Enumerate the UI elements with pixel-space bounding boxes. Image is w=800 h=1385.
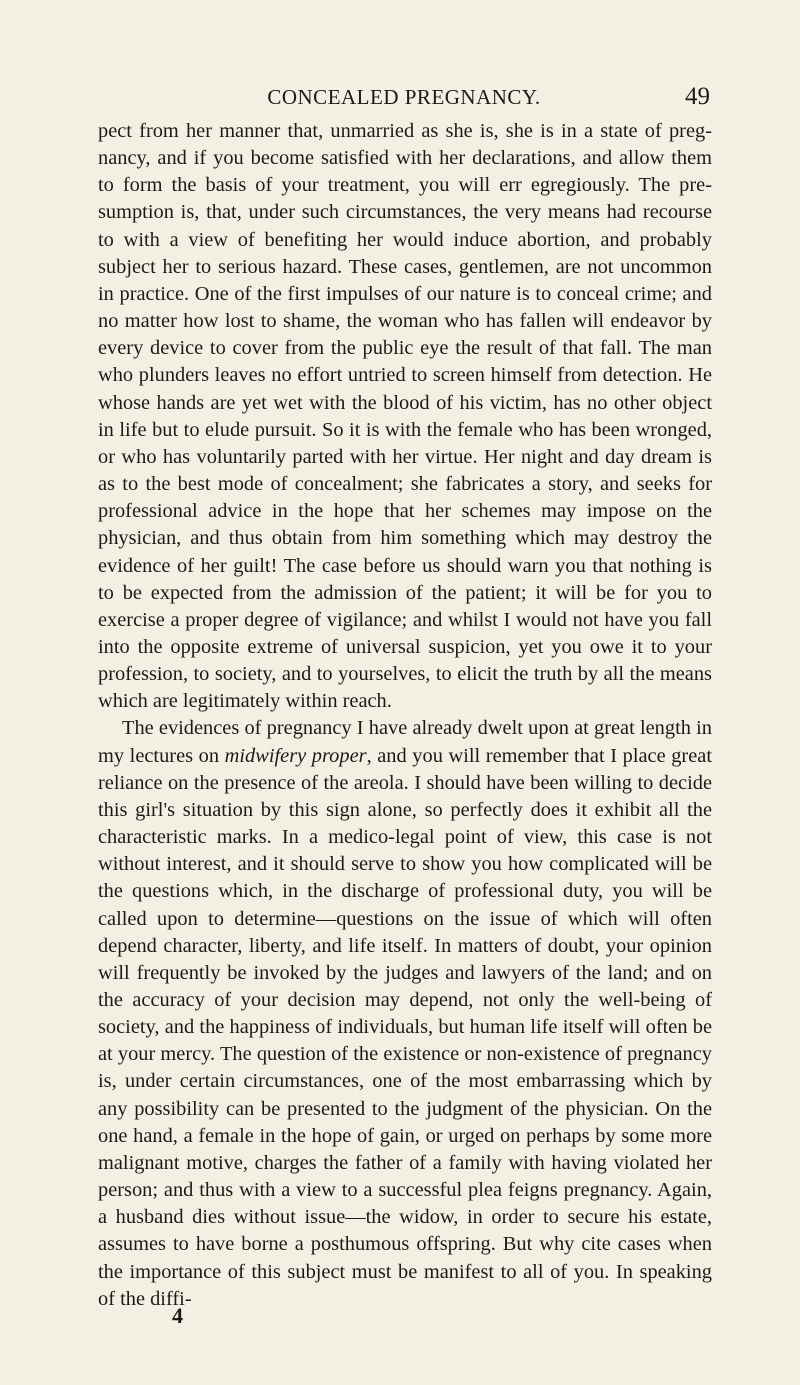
running-title: CONCEALED PREGNANCY. bbox=[267, 85, 541, 109]
paragraph-pregnancy-evidence bbox=[98, 715, 712, 1312]
page-number: 49 bbox=[685, 83, 710, 110]
running-head bbox=[0, 82, 800, 112]
paragraph-text-rest: , and you will remember that I place great reliance on the presence of the areola. I should have been willing to decide this girl's situation by this sign alone, so perfectly does it exhibit all the characteristic marks. In a medico-legal point of view, this case is not without interest, and it should serve to show you how complicated will be the questions which, in the discharge of professional duty, you will be called upon to determine—questions on the issue of which will often depend character, liberty, and life itself. In matters of doubt, your opinion will frequently be invoked by the judges and lawyers of the land; and on the accuracy of your decision may depend, not only the well-being of society, and the happiness of individuals, but human life itself will often be at your mercy. The question of the existence or non-existence of pregnancy is, under certain circumstances, one of the most embarrassing which by any possibility can be presented to the judgment of the physician. On the one hand, a female in the hope of gain, or urged on perhaps by some more malignant motive, charges the father of a family with having violated her person; and thus with a view to a successful plea feigns pregnancy. Again, a husband dies without issue—the widow, in order to secure his estate, assumes to have borne a posthumous offspring. But why cite cases when the importance of this subject must be manifest to all of you. In speaking of the diffi- bbox=[98, 744, 712, 1310]
paragraph-text: pect from her manner that, unmarried as she is, she is in a state of pregnancy, and if you become satisfied with her declarations, and allow them to form the basis of your treatment, you will err egregiously. The presumption is, that, under such circumstances, the very means had recourse to with a view of benefiting her would induce abortion, and probably subject her to serious hazard. These cases, gentlemen, are not uncommon in practice. One of the first impulses of our nature is to conceal crime; and no matter how lost to shame, the woman who has fallen will endeavor by every device to cover from the public eye the result of that fall. The man who plunders leaves no effort untried to screen himself from detection. He whose hands are yet wet with the blood of his victim, has no other object in life but to elude pursuit. So it is with the female who has been wronged, or who has voluntarily parted with her virtue. Her night and day dream is as to the best mode of concealment; she fabricates a story, and seeks for professional advice in the hope that her schemes may impose on the physician, and thus obtain from him something which may destroy the evidence of her guilt! The case before us should warn you that nothing is to be expected from the admission of the patient; it will be for you to exercise a proper degree of vigilance; and whilst I would not have you fall into the opposite extreme of universal suspicion, yet you owe it to your profession, to society, and to yourselves, to elicit the truth by all the means which are legitimately within reach. bbox=[98, 120, 712, 713]
signature-mark: 4 bbox=[172, 1303, 183, 1328]
body-text bbox=[98, 118, 712, 1313]
paragraph-continued bbox=[98, 118, 712, 715]
italic-phrase: midwifery proper bbox=[224, 744, 367, 767]
paragraph-text-start: The evidences of pregnancy I have already dwelt upon at great length in my lectures on bbox=[98, 717, 712, 767]
